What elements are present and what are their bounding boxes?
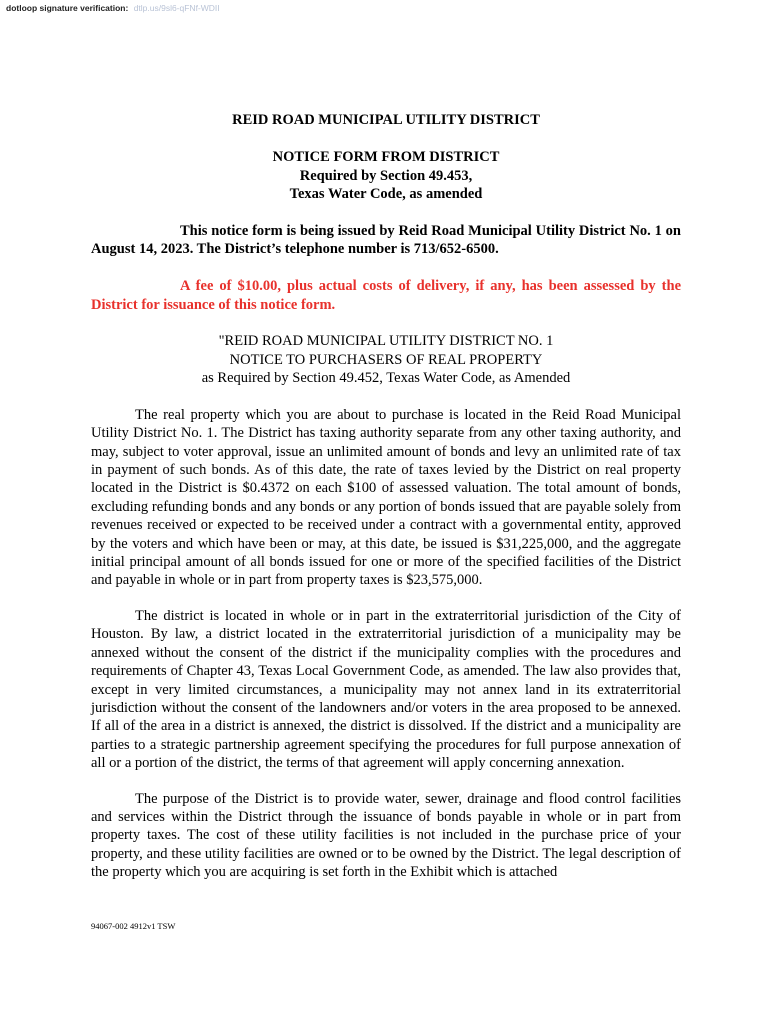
purchasers-notice-heading bbox=[91, 332, 681, 388]
property-taxing-paragraph: The real property which you are about to purchase is located in the Reid Road Municipal Utility District No. 1. The District has taxing authority separate from any other taxing authority, and may, subject to voter approval, issue an unlimited amount of bonds and levy an unlimited rate of tax in payment of such bonds. As of this date, the rate of taxes levied by the District on real property located in the District is $0.4372 on each $100 of assessed valuation. The total amount of bonds, excluding refunding bonds and any bonds or any portion of bonds issued that are payable solely from revenues received or expected to be received under a contract with a governmental entity, approved by the voters and which have been or may, at this date, be issued is $31,225,000, and the aggregate initial principal amount of all bonds issued for one or more of the specified facilities of the District and payable in whole or in part from property taxes is $23,575,000. bbox=[91, 406, 681, 589]
purchasers-head-line-3: as Required by Section 49.452, Texas Water Code, as Amended bbox=[201, 370, 571, 387]
issuance-paragraph: This notice form is being issued by Reid Road Municipal Utility District No. 1 on August 14, 2023. The District’s telephone number is 713/652-6500. bbox=[91, 222, 681, 258]
document-footer-code: 94067-002 4912v1 TSW bbox=[91, 921, 176, 931]
signature-verification bbox=[6, 3, 220, 13]
verification-label: dotloop signature verification: bbox=[6, 3, 129, 13]
verification-link[interactable]: dtlp.us/9sl6-qFNf-WDII bbox=[133, 3, 220, 13]
notice-head-line-2: Required by Section 49.453, bbox=[299, 167, 473, 184]
annexation-paragraph: The district is located in whole or in part in the extraterritorial jurisdiction of the City of Houston. By law, a district located in the extraterritorial jurisdiction of a municipality may be annexed without the consent of the district if the municipality complies with the procedures and requirements of Chapter 43, Texas Local Government Code, as amended. The law also provides that, except in very limited circumstances, a municipality may not annex land in its extraterritorial jurisdiction without the consent of the landowners and/or voters in the area proposed to be annexed. If all of the area in a district is annexed, the district is dissolved. If the district and a municipality are parties to a strategic partnership agreement specifying the procedures for full purpose annexation of all or a portion of the district, the terms of that agreement will apply concerning annexation. bbox=[91, 607, 681, 772]
fee-paragraph: A fee of $10.00, plus actual costs of delivery, if any, has been assessed by the District for issuance of this notice form. bbox=[91, 277, 681, 313]
document-page bbox=[91, 111, 681, 882]
purchasers-head-line-1: "REID ROAD MUNICIPAL UTILITY DISTRICT NO. 1 bbox=[218, 333, 554, 350]
document-title: REID ROAD MUNICIPAL UTILITY DISTRICT bbox=[232, 112, 540, 128]
district-purpose-paragraph: The purpose of the District is to provide water, sewer, drainage and flood control facilities and services within the District through the issuance of bonds payable in whole or in part from property taxes. The cost of these utility facilities is not included in the purchase price of your property, and these utility facilities are owned or to be owned by the District. The legal description of the property which you are acquiring is set forth in the Exhibit which is attached bbox=[91, 790, 681, 881]
purchasers-head-line-2: NOTICE TO PURCHASERS OF REAL PROPERTY bbox=[229, 351, 543, 368]
notice-form-heading bbox=[91, 148, 681, 204]
notice-head-line-3: Texas Water Code, as amended bbox=[289, 186, 483, 202]
notice-head-line-1: NOTICE FORM FROM DISTRICT bbox=[272, 149, 500, 165]
